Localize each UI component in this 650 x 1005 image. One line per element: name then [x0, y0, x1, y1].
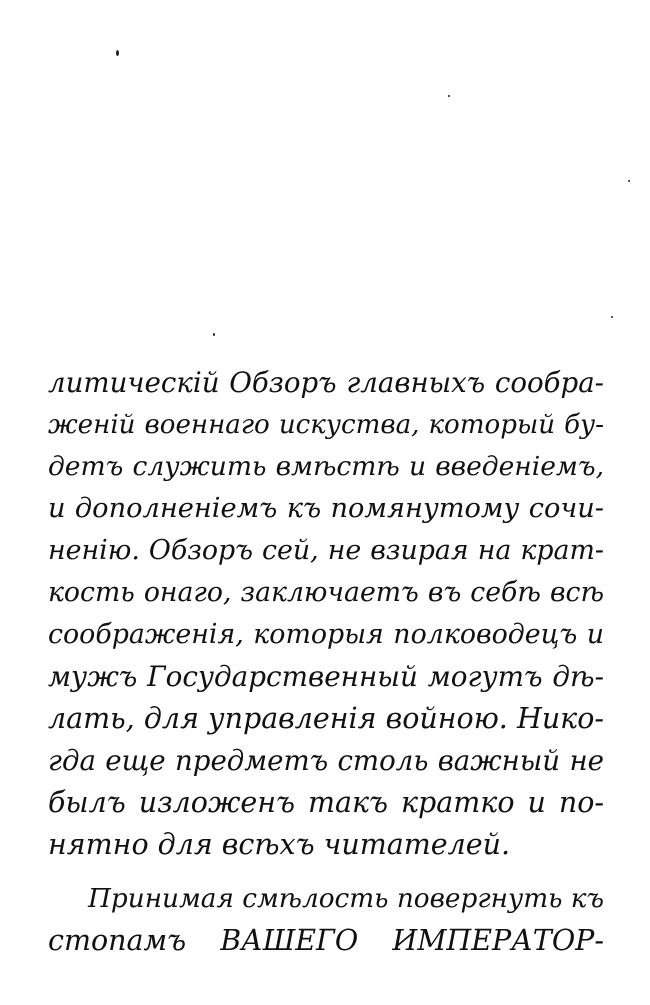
text-line: нятно для всѣхъ читателей. [48, 828, 511, 861]
text-line: детъ служить вмѣстѣ и введеніемъ, [48, 451, 604, 482]
text-line: соображенія, которыя полководецъ и [48, 619, 604, 650]
paragraph-gap [48, 866, 604, 878]
ink-speck-right-mid [611, 316, 613, 318]
ink-speck-left-mid [213, 333, 215, 336]
text-line: гда еще предметъ столь важный не [48, 744, 604, 777]
text-line: мужъ Государственный могутъ дѣ- [48, 660, 604, 693]
text-line: ненію. Обзоръ сей, не взирая на крат- [48, 535, 604, 566]
ink-speck-top-mid [448, 95, 450, 97]
text-line: Принимая смѣлость повергнуть къ [88, 884, 605, 914]
body-text [48, 362, 604, 962]
text-line: женій военнаго искуства, который бу- [48, 410, 604, 440]
ink-speck-right [628, 180, 630, 182]
paragraph-2 [48, 878, 604, 962]
text-line: лать, для управленія войною. Нико- [48, 702, 604, 735]
text-line: кость онаго, заключаетъ въ себѣ всѣ [48, 577, 604, 608]
text-line: и дополненіемъ къ помянутому сочи- [48, 493, 604, 524]
text-line: литическій Обзоръ главныхъ сообра- [48, 366, 604, 399]
paragraph-1 [48, 362, 604, 866]
text-line: былъ изложенъ такъ кратко и по- [48, 786, 604, 819]
ink-speck-top-left [116, 50, 119, 56]
text-line: стопамъ ВАШЕГО ИМПЕРАТОР- [48, 924, 604, 957]
